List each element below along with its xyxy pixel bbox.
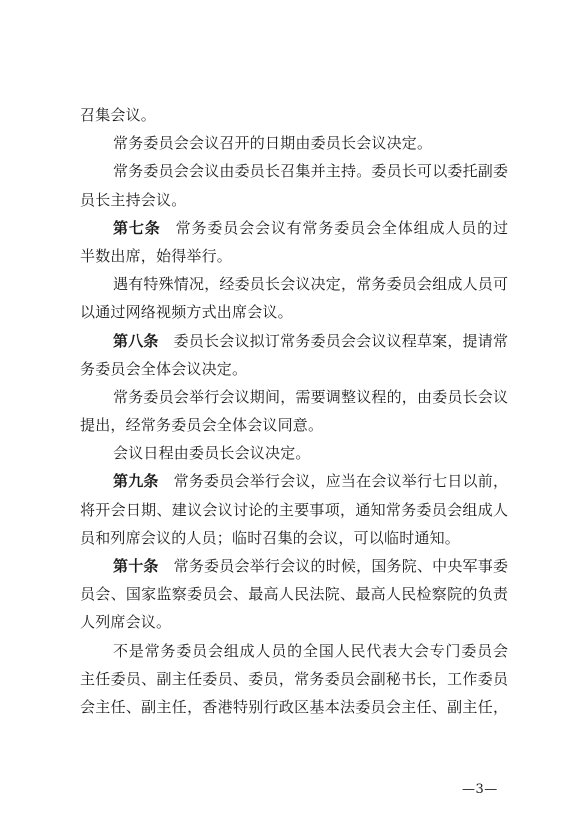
text-line — [80, 467, 508, 495]
paragraph — [80, 439, 508, 467]
text-line-content — [113, 214, 509, 242]
text-line — [80, 580, 508, 608]
text-line-content: 员长主持会议。 — [80, 190, 187, 209]
text-line-content: 常务委员会会议由委员长召集并主持。委员长可以委托副委 — [113, 162, 509, 181]
article-text: 常务委员会举行会议的时候，国务院、中央军事委 — [173, 557, 509, 575]
text-line-content: 提出，经常务委员会全体会议同意。 — [80, 416, 324, 435]
paragraph — [80, 270, 508, 326]
paragraph — [80, 157, 508, 213]
text-line — [80, 101, 508, 129]
text-line — [80, 552, 508, 580]
text-line — [80, 439, 508, 467]
text-line-content: 遇有特殊情况，经委员长会议决定，常务委员会组成人员可 — [113, 275, 509, 294]
article-paragraph — [80, 327, 508, 383]
text-line — [80, 665, 508, 693]
text-line-content: 主任委员、副主任委员、委员，常务委员会副秘书长，工作委员 — [80, 669, 509, 688]
text-line — [80, 496, 508, 524]
text-line-content: 务委员会全体会议决定。 — [80, 359, 248, 378]
article-text: 委员长会议拟订常务委员会会议议程草案，提请常 — [173, 331, 509, 350]
text-line-content: 召集会议。 — [80, 106, 157, 124]
article-text: 常务委员会举行会议，应当在会议举行七日以前， — [173, 472, 509, 491]
article-paragraph — [80, 214, 508, 270]
text-line-content: 人列席会议。 — [80, 613, 172, 632]
article-paragraph — [80, 467, 508, 552]
text-line-content: 员和列席会议的人员；临时召集的会议，可以临时通知。 — [80, 528, 461, 547]
article-number: 第十条 — [113, 557, 159, 575]
text-line — [80, 298, 508, 326]
text-line-content — [113, 552, 508, 580]
text-line-content: 会议日程由委员长会议决定。 — [113, 444, 311, 463]
text-line — [80, 693, 508, 721]
article-paragraph — [80, 552, 508, 637]
text-line — [80, 327, 508, 355]
text-line — [80, 270, 508, 298]
article-number: 第八条 — [113, 331, 159, 350]
text-line-content: 常务委员会会议召开的日期由委员长会议决定。 — [113, 134, 433, 153]
text-line — [80, 383, 508, 411]
text-line-content: 会主任、副主任，香港特别行政区基本法委员会主任、副主任， — [80, 697, 509, 716]
text-line-content: 将开会日期、建议会议讨论的主要事项，通知常务委员会组成人 — [80, 500, 509, 519]
text-line — [80, 214, 508, 242]
text-line — [80, 608, 508, 636]
page-number: —3— — [462, 782, 498, 797]
paragraph — [80, 637, 508, 722]
paragraph — [80, 383, 508, 439]
text-line-content: 以通过网络视频方式出席会议。 — [80, 303, 293, 322]
text-line-content — [113, 327, 508, 355]
text-line — [80, 157, 508, 185]
text-line — [80, 637, 508, 665]
text-line — [80, 524, 508, 552]
text-line — [80, 186, 508, 214]
article-number: 第七条 — [113, 218, 161, 237]
paragraph — [80, 101, 508, 129]
text-line-content: 常务委员会举行会议期间，需要调整议程的，由委员长会议 — [113, 387, 509, 406]
text-line — [80, 411, 508, 439]
text-line-content — [113, 467, 508, 495]
text-line — [80, 242, 508, 270]
text-line — [80, 355, 508, 383]
text-line-content: 员会、国家监察委员会、最高人民法院、最高人民检察院的负责 — [80, 585, 509, 604]
article-number: 第九条 — [113, 472, 159, 491]
article-text: 常务委员会会议有常务委员会全体组成人员的过 — [175, 218, 509, 237]
text-line-content: 不是常务委员会组成人员的全国人民代表大会专门委员会 — [113, 641, 509, 660]
text-line — [80, 129, 508, 157]
paragraph — [80, 129, 508, 157]
text-line-content: 半数出席，始得举行。 — [80, 246, 233, 265]
body-text — [80, 101, 508, 721]
